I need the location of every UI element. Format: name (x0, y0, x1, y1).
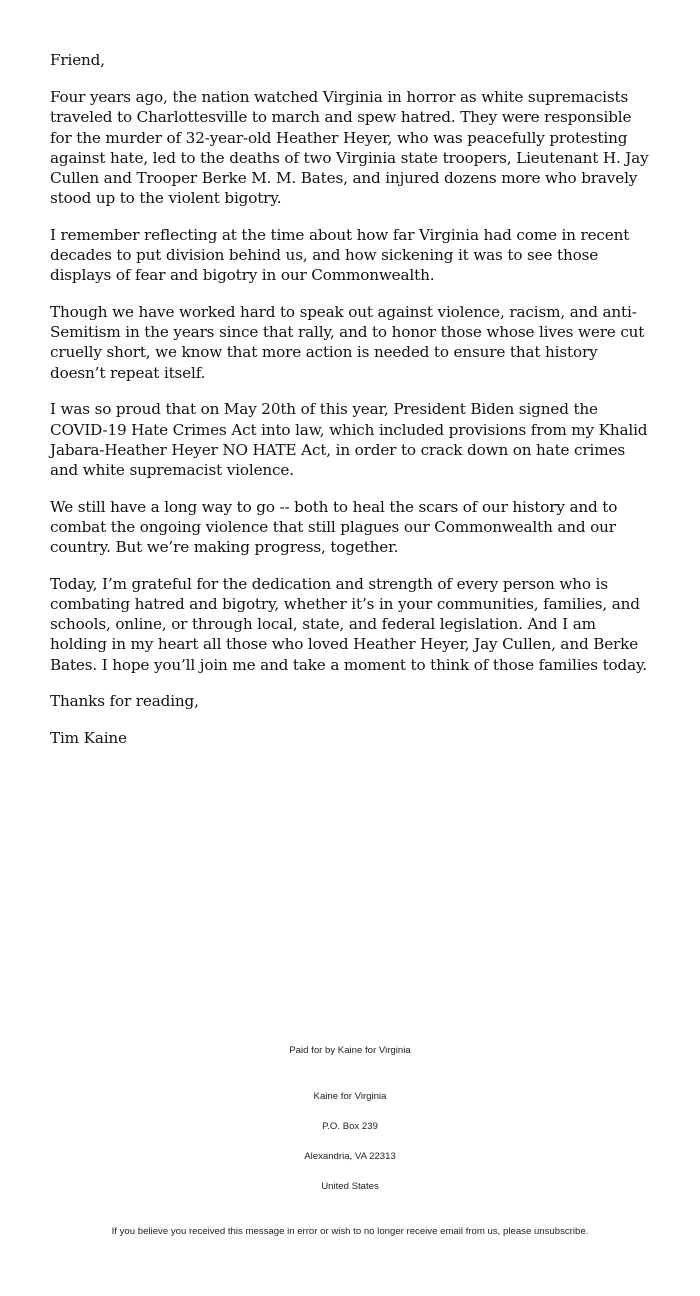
address-name: Kaine for Virginia (313, 1091, 387, 1102)
letter-body (50, 50, 652, 765)
paragraph-charlottesville: Four years ago, the nation watched Virginia in horror as white supremacists traveled to Charlottesville to march and spew hatred. They were responsible for the murder of 32-year-old Heather Heyer, who was peacefully protesting against hate, led to the deaths of two Virginia state troopers, Lieutenant H. Jay Cullen and Trooper Berke M. M. Bates, and injured dozens more who bravely stood up to the violent bigotry. (50, 88, 649, 208)
paragraph-reflection: I remember reflecting at the time about how far Virginia had come in recent decades to put division behind us, and how sickening it was to see those displays of fear and bigotry in our Commonwealth. (50, 225, 630, 285)
signature: Tim Kaine (50, 728, 127, 747)
paragraph-hate-crimes-act: I was so proud that on May 20th of this year, President Biden signed the COVID-19 Hate Crimes Act into law, which included provisions from my Khalid Jabara-Heather Heyer NO HATE Act, in order to crack down on hate crimes and white supremacist violence. (50, 400, 648, 479)
address-po-box: P.O. Box 239 (322, 1121, 378, 1132)
unsubscribe-notice: If you believe you received this message in error or wish to no longer receive email from us, please unsubscribe. (111, 1226, 589, 1237)
closing-line: Thanks for reading, (50, 692, 199, 711)
paragraph-gratitude: Today, I’m grateful for the dedication and strength of every person who is combating hatred and bigotry, whether it’s in your communities, families, and schools, online, or through local, state, and federal legislation. And I am holding in my heart all those who loved Heather Heyer, Jay Cullen, and Berke Bates. I hope you’ll join me and take a moment to think of those families today. (50, 574, 648, 674)
greeting: Friend, (50, 51, 105, 69)
address-city: Alexandria, VA 22313 (304, 1151, 396, 1162)
paragraph-action-needed: Though we have worked hard to speak out against violence, racism, and anti-Semitism in the years since that rally, and to honor those whose lives were cut cruelly short, we know that more action is needed to ensure that history doesn’t repeat itself. (50, 303, 645, 382)
paid-for-disclaimer: Paid for by Kaine for Virginia (289, 1045, 411, 1056)
address-country: United States (321, 1181, 379, 1192)
email-footer (0, 1044, 700, 1238)
paragraph-long-way-to-go: We still have a long way to go -- both to heal the scars of our history and to combat the ongoing violence that still plagues our Commonwealth and our country. But we’re making progress, together. (50, 497, 618, 557)
